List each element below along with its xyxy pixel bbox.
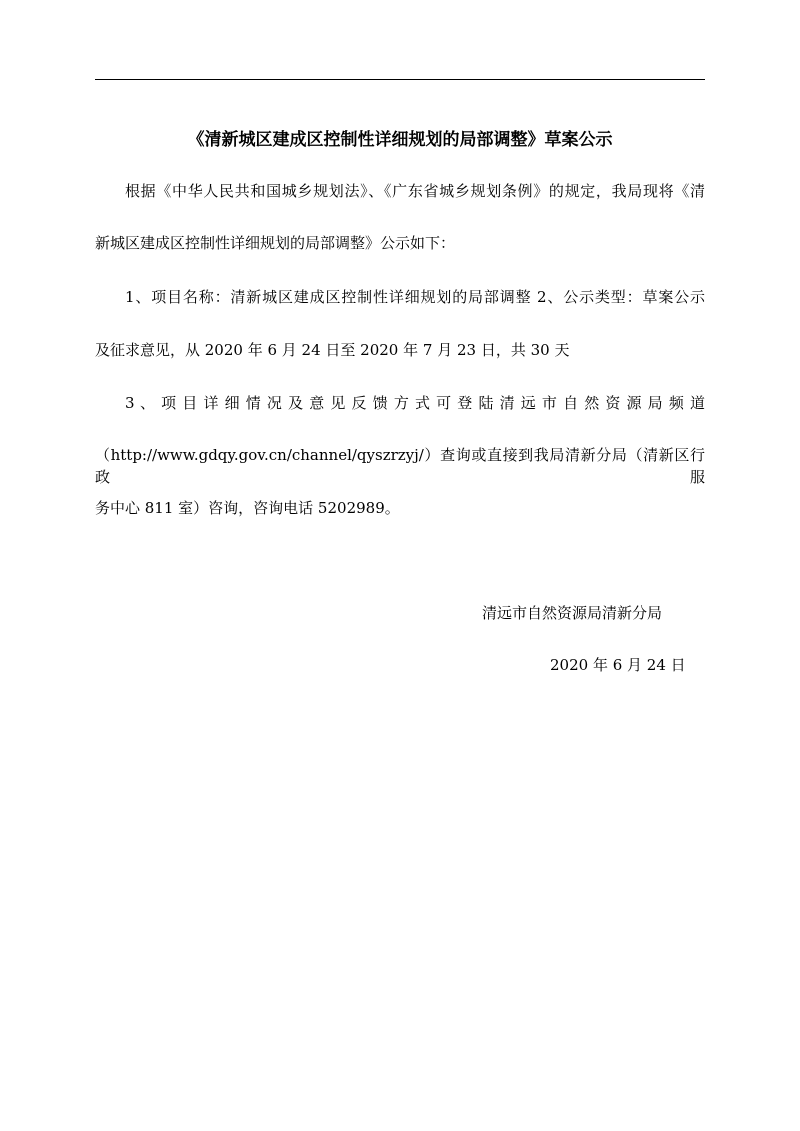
paragraph-3-line-1: 3 、 项 目 详 细 情 况 及 意 见 反 馈 方 式 可 登 陆 清 远 市 自 然 资 源 局 频 道 <box>125 394 705 412</box>
signature-organization: 清远市自然资源局清新分局 <box>482 604 663 622</box>
paragraph-2-line-1: 1、项目名称：清新城区建成区控制性详细规划的局部调整 2、公示类型：草案公示 <box>125 288 705 306</box>
paragraph-1-line-1: 根据《中华人民共和国城乡规划法》、《广东省城乡规划条例》的规定，我局现将《清 <box>125 182 705 200</box>
signature-date: 2020 年 6 月 24 日 <box>550 656 686 674</box>
paragraph-1-line-2: 新城区建成区控制性详细规划的局部调整》公示如下： <box>95 234 456 252</box>
paragraph-3-line-2: （http://www.gdqy.gov.cn/channel/qyszrzyj/）查询或直接到我局清新分局（清新区行政服 <box>95 446 705 486</box>
paragraph-3-line-3: 务中心 811 室）咨询，咨询电话 5202989。 <box>95 499 400 517</box>
header-rule <box>95 79 705 80</box>
paragraph-2-line-2: 及征求意见，从 2020 年 6 月 24 日至 2020 年 7 月 23 日，共 30 天 <box>95 341 570 359</box>
document-title: 《清新城区建成区控制性详细规划的局部调整》草案公示 <box>187 130 613 150</box>
